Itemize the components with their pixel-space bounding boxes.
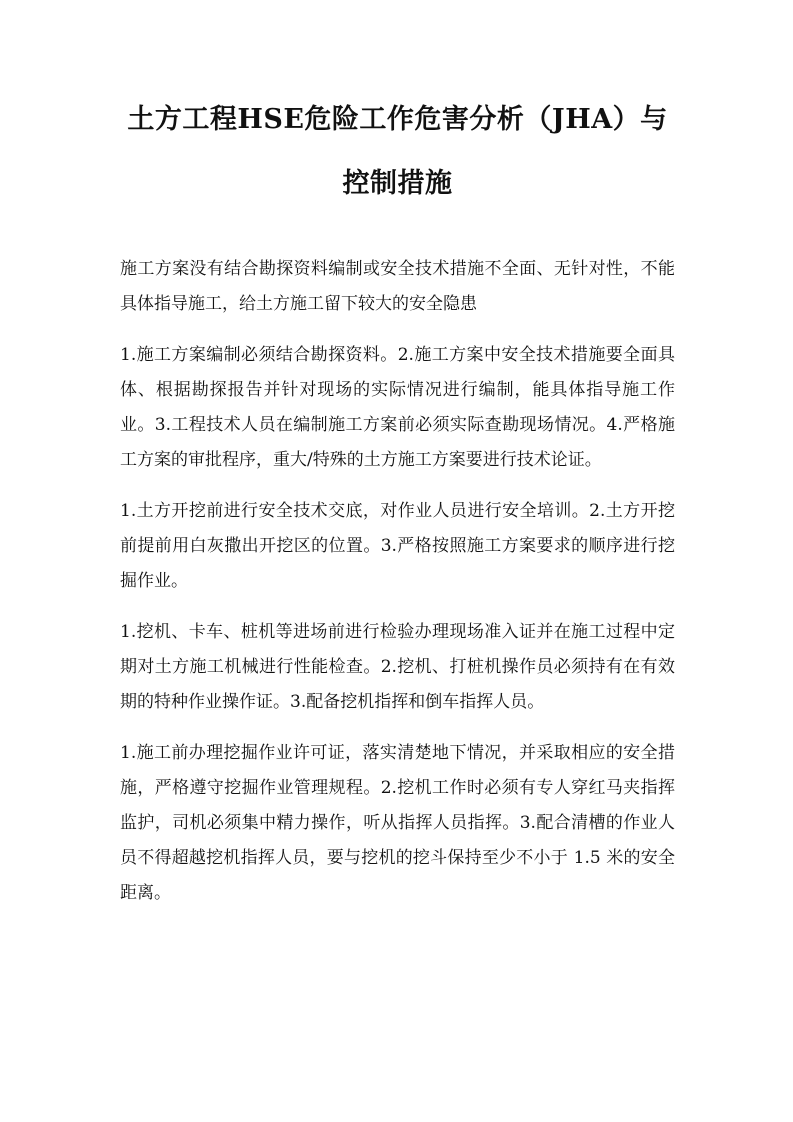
document-body (120, 252, 675, 911)
paragraph-excavation-operation-measures: 1.施工前办理挖掘作业许可证，落实清楚地下情况，并采取相应的安全措施，严格遵守挖掘作业管理规程。2.挖机工作时必须有专人穿红马夹指挥监护，司机必须集中精力操作，听从指挥人员指挥。3.配合清槽的作业人员不得超越挖机指挥人员，要与挖机的挖斗保持至少不小于 1.5 米的安全距离。 (120, 743, 675, 903)
paragraph-excavation-preparation-measures: 1.土方开挖前进行安全技术交底，对作业人员进行安全培训。2.土方开挖前提前用白灰撒出开挖区的位置。3.严格按照施工方案要求的顺序进行挖掘作业。 (120, 501, 675, 591)
document-title-line-1: 土方工程HSE危险工作危害分析（JHA）与 (127, 104, 668, 135)
paragraph-machinery-measures: 1.挖机、卡车、桩机等进场前进行检验办理现场准入证并在施工过程中定期对土方施工机械进行性能检查。2.挖机、打桩机操作员必须持有在有效期的特种作业操作证。3.配备挖机指挥和倒车指挥人员。 (120, 622, 675, 712)
document-title-line-2: 控制措施 (342, 168, 453, 199)
paragraph-construction-plan-measures: 1.施工方案编制必须结合勘探资料。2.施工方案中安全技术措施要全面具体、根据勘探报告并针对现场的实际情况进行编制，能具体指导施工作业。3.工程技术人员在编制施工方案前必须实际查勘现场情况。4.严格施工方案的审批程序，重大/特殊的土方施工方案要进行技术论证。 (120, 345, 675, 470)
document-title (120, 88, 675, 216)
paragraph-hazard-description: 施工方案没有结合勘探资料编制或安全技术措施不全面、无针对性，不能具体指导施工，给土方施工留下较大的安全隐患 (120, 259, 675, 314)
